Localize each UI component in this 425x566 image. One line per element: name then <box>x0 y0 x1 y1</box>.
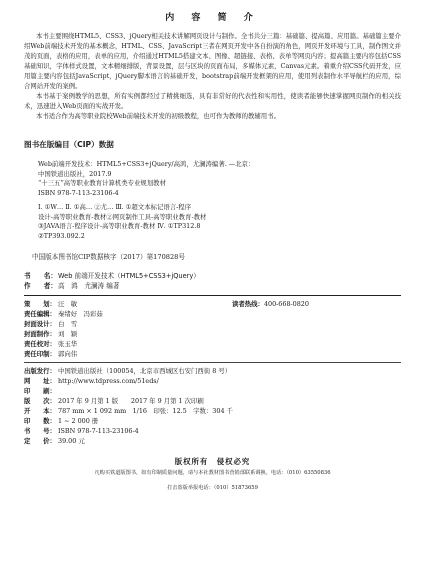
edition: 2017 年 9 月第 1 版 2017 年 9 月第 1 次印刷 <box>58 397 204 405</box>
copyright-page <box>0 10 425 566</box>
book-title-label: 书 名： <box>24 272 57 280</box>
intro-paragraph: 本书基于案例教学的思想，所有实例都经过了精挑细选，具有非常好的代表性和实用性，使读者能够快速掌握网页制作的相关技术，迅速进入Web页面的实战开发。 <box>24 92 401 110</box>
cip-record <box>24 160 401 241</box>
book-author-label: 作 者： <box>24 282 57 290</box>
book-author: 高 鸿 尤澜涛 编著 <box>58 282 120 290</box>
print-manager: 郭向伟 <box>58 350 78 358</box>
price: 39.00 元 <box>58 437 85 445</box>
anti-piracy-hotline: 打击盗版举报电话：（010）51873659 <box>167 485 258 491</box>
planner-label: 策 划： <box>24 300 56 308</box>
isbn-label: 书 号： <box>24 427 56 435</box>
price-label: 定 价： <box>24 437 56 445</box>
editor-label: 责任编辑： <box>24 310 56 318</box>
planner: 汪 敏 <box>58 300 78 308</box>
publisher-url: http://www.tdpress.com/51eds/ <box>58 377 159 385</box>
publisher: 中国铁道出版社（100054，北京市西城区右安门西街 8 号） <box>58 367 232 375</box>
cip-line: ISBN 978-7-113-23106-4 <box>38 188 119 197</box>
cip-line: ③JAVA语言-程序设计-高等职业教育-教材 Ⅳ. ①TP312.8 <box>38 222 201 230</box>
edition-label: 版 次： <box>24 397 56 405</box>
staff-section <box>24 299 401 359</box>
cover-make-label: 封面制作： <box>24 330 56 338</box>
cip-line: “十三五”高等职业教育计算机类专业规划教材 <box>38 179 166 187</box>
intro-section <box>24 31 401 121</box>
book-title: Web 前端开发技术（HTML5+CSS3+jQuery） <box>58 272 200 280</box>
intro-title: 内 容 简 介 <box>165 13 260 23</box>
publisher-label: 出版发行： <box>24 367 56 375</box>
hotline-label: 读者热线： <box>232 300 264 308</box>
format-label: 开 本： <box>24 407 56 415</box>
copyright-heading: 版权所有 侵权必究 <box>174 457 251 466</box>
book-author-row <box>24 281 401 291</box>
book-title-row <box>24 271 401 281</box>
cip-line: Web前端开发技术：HTML5+CSS3+jQuery/高鸿，尤澜涛编著. —北京： <box>38 160 255 168</box>
reader-hotline: 400-668-0820 <box>263 300 309 308</box>
proofreader: 张玉华 <box>58 340 78 348</box>
divider <box>24 362 401 363</box>
cover-design: 白 雪 <box>58 320 78 328</box>
divider <box>24 295 401 296</box>
cip-title: 图书在版编目（CIP）数据 <box>24 140 114 149</box>
intro-paragraph: 本书主要围绕HTML5、CSS3、jQuery相关技术讲解网页设计与制作。全书共分三篇：基础篇、提高篇、应用篇。基础篇主要介绍Web前端技术开发的基本概念，HTML、CSS、JavaScript三者在网页开发中各自扮演的角色，网页开发环境与工具，制作图文并茂的页面，表格的应用，表单的应用，介绍通过HTML5搭建文本、图像、超链接、表格、表单等网页内容；提高篇主要内容包括CSS基础知识，字体样式设置，文本精细排版，背景设置，层与区块的页面布局，多媒体元素，Canvas元素。着重介绍CSS代码开发，应用篇主要内容包括JavaScript，jQuery脚本语言的基础开发，bootstrap前端开发框架的应用，使用列表制作水平导航栏的应用，综合网站开发的案例。 <box>24 32 401 90</box>
cip-line: 中国铁道出版社，2017.9 <box>38 169 112 178</box>
cover-make: 刘 颖 <box>58 330 78 338</box>
cover-design-label: 封面设计： <box>24 320 56 328</box>
print-label: 责任印制： <box>24 350 56 358</box>
proof-label: 责任校对： <box>24 340 56 348</box>
editor: 秦绪好 冯彩茹 <box>58 310 103 318</box>
quality-notice: 凡购买铁道版图书，如有印制质量问题，请与本社教材图书营销部联系调换。电话：（010）63550836 <box>94 470 331 476</box>
intro-paragraph: 本书适合作为高等职业院校Web前端技术开发的初级教程，也可作为教师的教辅用书。 <box>36 112 280 120</box>
cip-line: ②TP393.092.2 <box>38 231 85 240</box>
copies: 1 ~ 2 000 册 <box>58 417 99 425</box>
format: 787 mm × 1 092 mm 1/16 印张：12.5 字数：304 千 <box>58 407 233 415</box>
copies-label: 印 数： <box>24 417 56 425</box>
cip-line: 设计-高等职业教育-教材②网页制作工具-高等职业教育-教材 <box>38 212 207 221</box>
printer-label: 印 刷： <box>24 387 56 395</box>
publication-section <box>24 366 401 446</box>
url-label: 网 址： <box>24 377 56 385</box>
cip-number: 中国版本图书馆CIP数据核字（2017）第170828号 <box>32 253 185 261</box>
isbn: ISBN 978-7-113-23106-4 <box>58 427 139 435</box>
cip-line: Ⅰ. ①W… Ⅱ. ①高… ②尤… Ⅲ. ①超文本标记语言-程序 <box>38 203 192 211</box>
